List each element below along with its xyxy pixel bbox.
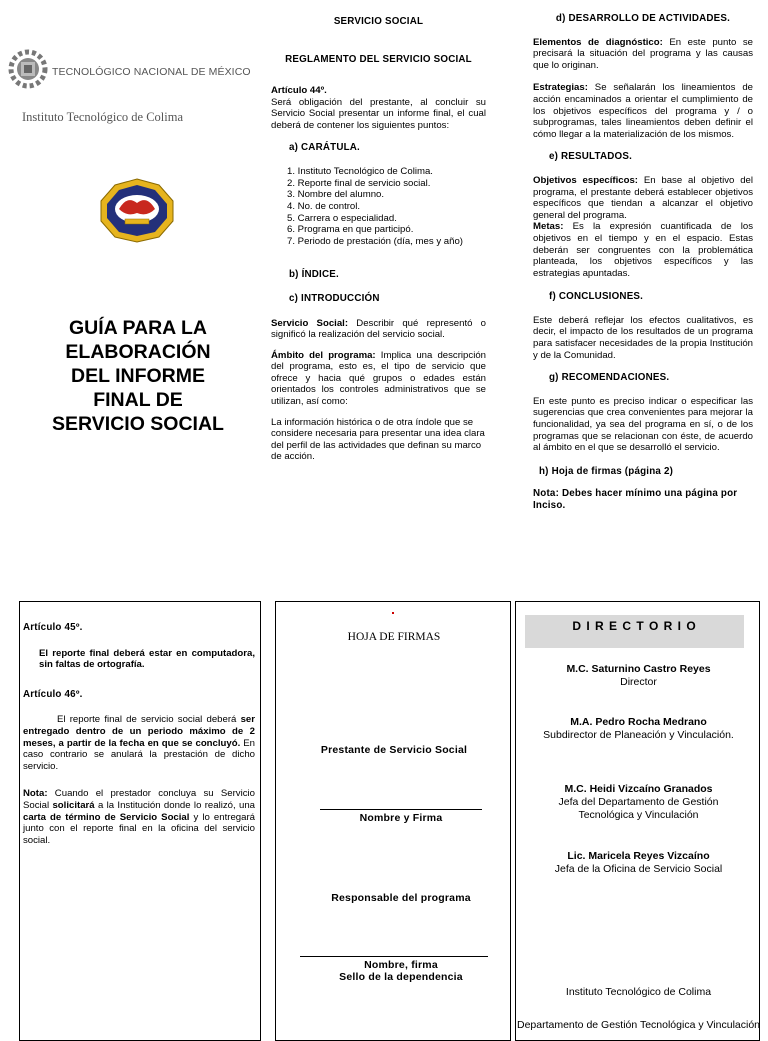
- reglamento-title: REGLAMENTO DEL SERVICIO SOCIAL: [285, 53, 472, 65]
- caratula-item: 5. Carrera o especialidad.: [287, 212, 397, 224]
- responsable-label: Responsable del programa: [331, 892, 471, 904]
- art46-title: Artículo 46º.: [23, 688, 83, 700]
- signature-line-2: [300, 956, 488, 957]
- directorio-header: D I R E C T O R I O: [525, 615, 744, 648]
- guide-title-line: SERVICIO SOCIAL: [52, 413, 224, 435]
- desarrollo-column: [533, 13, 753, 512]
- servicio-social-paragraph: [271, 318, 486, 341]
- institute-name: Instituto Tecnológico de Colima: [22, 110, 184, 124]
- prestante-label: Prestante de Servicio Social: [320, 744, 468, 756]
- articulos-box: [19, 601, 261, 1041]
- conclusiones-paragraph: Este deberá reflejar los efectos cualitativos, es decir, el impacto de los resultados de un programa para satisfacer necesidades de la propia Institución y de la Comunidad.: [533, 314, 753, 361]
- art45-title: Artículo 45º.: [23, 622, 83, 633]
- estrategias-paragraph: [533, 82, 753, 140]
- objetivos-text: En base al objetivo del programa, el prestante deberá establecer objetivos específicos que tiendan a alcanzar el objetivo general del programa.: [533, 174, 753, 221]
- caratula-item: 7. Periodo de prestación (día, mes y año): [287, 235, 463, 247]
- historica-paragraph: La información histórica o de otra índole que se considere necesaria para presentar una idea clara del perfil de las actividades que definan su marco de acción.: [271, 416, 485, 463]
- metas-label: Metas:: [533, 221, 564, 233]
- nombre-firma-sello-label: [276, 959, 526, 983]
- resultados-title: e) RESULTADOS.: [549, 151, 632, 163]
- nota-minimo: Nota: Debes hacer mínimo una página por Inciso.: [533, 488, 738, 511]
- art44-title: Artículo 44º.: [271, 85, 327, 97]
- guide-title-line: DEL INFORME: [71, 365, 205, 387]
- itc-seal-icon: [97, 177, 177, 243]
- hoja-firmas-box: [275, 601, 511, 1041]
- servicio-social-header: SERVICIO SOCIAL: [333, 16, 424, 27]
- person-role: Jefa del Departamento de Gestión Tecnológica y Vinculación: [558, 796, 719, 821]
- ambito-paragraph: [271, 350, 486, 408]
- person-role: Director: [620, 676, 657, 688]
- red-dot: [392, 612, 394, 614]
- nombre-firma-label: Nombre y Firma: [359, 812, 443, 824]
- person-name: M.A. Pedro Rocha Medrano: [570, 716, 707, 728]
- diag-label: Elementos de diagnóstico:: [533, 36, 663, 48]
- person-name: M.C. Heidi Vizcaíno Granados: [564, 783, 713, 795]
- ss-label: Servicio Social:: [271, 317, 349, 329]
- person-name: M.C. Saturnino Castro Reyes: [566, 663, 711, 675]
- desarrollo-title: d) DESARROLLO DE ACTIVIDADES.: [555, 13, 731, 24]
- diag-text: En este punto se precisará la situación del programa y las causas que lo originan.: [533, 36, 753, 71]
- art46-paragraph: [23, 714, 255, 772]
- recomendaciones-paragraph: En este punto es preciso indicar o especificar las sugerencias que crea convenientes para mejorar la funcionalidad, ya sea del programa en sí, o de los programas que se relacionan con éste, de acuerdo al ámbito en el que se desarrolló el servicio.: [533, 395, 753, 454]
- nota-t3: y lo entregará junto con el reporte final en la oficina del servicio social.: [23, 811, 255, 846]
- ambito-label: Ámbito del programa:: [271, 349, 376, 361]
- ambito-text: Implica una descripción del programa, esto es, el tipo de servicio que ofrece y hacia qué grupos o edades están orientados los controles administrativos que se utilizan, así como:: [271, 349, 486, 408]
- guide-title-line: FINAL DE: [93, 389, 183, 411]
- signature-line-1: [320, 809, 482, 810]
- person-name: Lic. Maricela Reyes Vizcaíno: [567, 850, 710, 862]
- caratula-item: 4. No. de control.: [287, 200, 361, 212]
- estrategias-label: Estrategias:: [533, 82, 588, 94]
- nota-t1: Cuando el prestador concluya su Servicio Social: [23, 788, 255, 811]
- person-role: Subdirector de Planeación y Vinculación.: [543, 729, 734, 741]
- caratula-item: 2. Reporte final de servicio social.: [287, 177, 431, 189]
- nota-label: Nota:: [23, 788, 48, 800]
- directorio-entry: [541, 716, 736, 742]
- guide-title-line: GUÍA PARA LA: [69, 317, 207, 339]
- art44-text: Será obligación del prestante, al concluir su Servicio Social presentar un informe final, el cual deberá de contener los siguientes puntos:: [271, 96, 486, 131]
- caratula-item: 3. Nombre del alumno.: [287, 189, 385, 201]
- person-role: Jefa de la Oficina de Servicio Social: [554, 863, 723, 875]
- directorio-entry: [516, 663, 761, 689]
- nota-b2: carta de término de Servicio Social: [23, 811, 190, 823]
- objetivos-label: Objetivos específicos:: [533, 174, 638, 186]
- art46-b1: ser entregado dentro de un periodo máximo de 2 meses, a partir de la fecha en que se concluyó.: [23, 714, 255, 749]
- directorio-entry: [541, 783, 736, 822]
- art46-t1: El reporte final de servicio social deberá: [57, 714, 241, 726]
- articulos-content: [23, 622, 255, 855]
- hoja-firmas-heading: HOJA DE FIRMAS: [347, 631, 441, 643]
- footer-institute: Instituto Tecnológico de Colima: [565, 986, 712, 998]
- diagnostico-paragraph: [533, 37, 753, 72]
- metas-paragraph: [533, 221, 753, 279]
- caratula-title: a) CARÁTULA.: [289, 141, 360, 153]
- objetivos-paragraph: [533, 175, 753, 221]
- hoja-firmas-title: h) Hoja de firmas (página 2): [539, 465, 674, 477]
- estrategias-text: Se señalarán los lineamientos de acción encaminados a orientar el cumplimiento de los objetivos específicos del programa y / o subprogramas, tales lineamientos deben definir el cómo llegar a la materialización de los mismos.: [533, 82, 753, 140]
- footer-department: Departamento de Gestión Tecnológica y Vinculación: [516, 1019, 760, 1031]
- indice-title: b) ÍNDICE.: [289, 269, 339, 281]
- guide-title: [18, 316, 258, 436]
- art45-text: El reporte final deberá estar en computadora, sin faltas de ortografía.: [39, 647, 255, 671]
- guide-title-line: ELABORACIÓN: [65, 341, 211, 363]
- metas-text: Es la expresión cuantificada de los objetivos en el tiempo y en el espacio. Estas deberán ser congruentes con la problemática planteada, los objetivos específicos y las estrategias apuntadas.: [533, 221, 753, 279]
- tecnm-logo-text: TECNOLÓGICO NACIONAL DE MÉXICO: [52, 66, 251, 78]
- ss-text: Describir qué representó o significó la realización del servicio social.: [271, 317, 487, 341]
- tecnm-logo: [7, 44, 49, 94]
- caratula-list: [287, 166, 486, 247]
- tecnm-gear-icon: [7, 44, 49, 94]
- recomendaciones-title: g) RECOMENDACIONES.: [549, 372, 670, 384]
- directorio-entry: [516, 850, 761, 876]
- caratula-item: 6. Programa en que participó.: [287, 224, 414, 236]
- art46-t2: En caso contrario se anulará la prestación de dicho servicio.: [23, 737, 255, 772]
- nota-carta-paragraph: [23, 788, 255, 846]
- caratula-item: 1. Instituto Tecnológico de Colima.: [287, 166, 433, 178]
- sello-label: Sello de la dependencia: [339, 971, 463, 983]
- nota-t2: a la Institución donde lo realizó, una: [94, 799, 255, 811]
- itc-seal: [97, 177, 177, 243]
- directorio-box: [515, 601, 760, 1041]
- nombre-firma2: Nombre, firma: [364, 959, 438, 971]
- conclusiones-title: f) CONCLUSIONES.: [549, 291, 644, 303]
- intro-title: c) INTRODUCCIÓN: [289, 292, 380, 304]
- nota-b1: solicitará: [52, 799, 95, 811]
- reglamento-column: [271, 16, 486, 472]
